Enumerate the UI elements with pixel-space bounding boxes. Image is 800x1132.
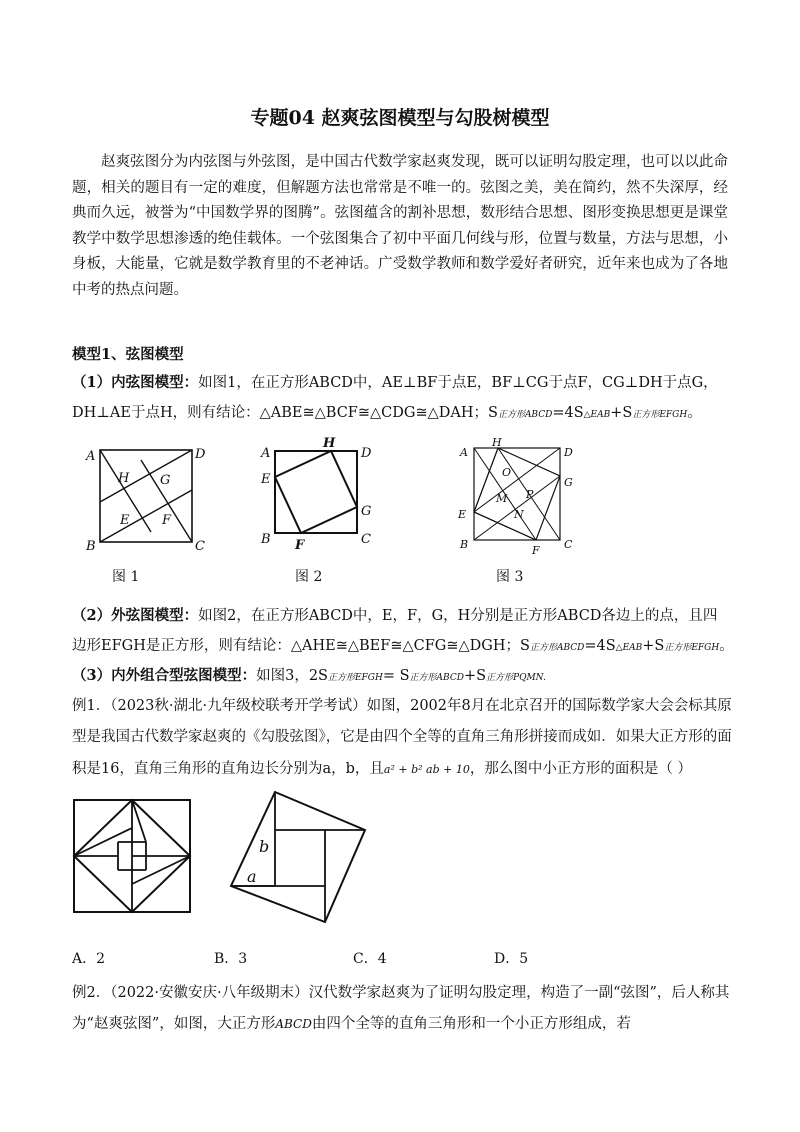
inner-model-label: （1）内弦图模型： (72, 374, 199, 391)
example1-line3a: 积是16，直角三角形的直角边长分别为a，b，且 (72, 761, 384, 777)
outer-model-line2 (72, 634, 732, 655)
example1-line3 (72, 757, 732, 778)
fig2-label-f: F (295, 538, 305, 553)
example1-label-a: a (247, 867, 257, 886)
outer-model-text2: 边形EFGH是正方形，则有结论：△AHE≅△BEF≅△CFG≅△DGH；S (72, 638, 530, 654)
example1-line2: 型是我国古代数学家赵爽的《勾股弦图》，它是由四个全等的直角三角形拼接而成如．如果大正方形的面 (72, 729, 732, 745)
outer-model-line1 (72, 604, 732, 625)
fig2-label-c: C (361, 532, 371, 547)
fig3-label-h: H (492, 436, 502, 449)
fig3-label-e: E (458, 508, 467, 521)
combo-sub2: 正方形ABCD (409, 673, 464, 683)
option-c[interactable]: C．4 (353, 951, 387, 967)
example1-line3b: ，那么图中小正方形的面积是（ ） (469, 761, 692, 777)
outer-sub3: 正方形EFGH (664, 643, 720, 653)
inner-model-line2 (72, 401, 732, 422)
fig2-label-e: E (261, 472, 271, 487)
example2-line2 (72, 1012, 732, 1033)
outer-sub2: △EAB (615, 643, 643, 653)
fig1-label-g: G (160, 473, 171, 488)
fig3-label-f: F (532, 544, 540, 557)
inner-end: 。 (687, 405, 702, 421)
fig3-label-m: M (496, 492, 508, 505)
fig1-label-f: F (162, 513, 172, 528)
example1-figure-left (72, 798, 197, 918)
figure-3 (452, 436, 587, 561)
model1-heading: 模型1、弦图模型 (72, 346, 184, 363)
intro-paragraph: 赵爽弦图分为内弦图与外弦图，是中国古代数学家赵爽发现，既可以证明勾股定理，也可以以此命题，相关的题目有一定的难度，但解题方法也常常是不唯一的。弦图之美，美在简约，然不失深厚，经典而久远，被誉为“中国数学界的图腾”。弦图蕴含的割补思想，数形结合思想、图形变换思想更是课堂教学中数学思想渗透的绝佳载体。一个弦图集合了初中平面几何线与形，位置与数量，方法与思想，小身板，大能量，它就是数学教育里的不老神话。广受数学教师和数学爱好者研究，近年来也成为了各地中考的热点问题。 (72, 154, 728, 298)
fig3-label-p: P (526, 488, 534, 501)
inner-model-text2: DH⊥AE于点H，则有结论：△ABE≅△BCF≅△CDG≅△DAH；S (72, 405, 498, 421)
fig1-label-c: C (195, 539, 205, 554)
inner-model-text1: 如图1，在正方形ABCD中，AE⊥BF于点E，BF⊥CG于点F，CG⊥DH于点G， (198, 375, 718, 391)
fig3-label-n: N (514, 508, 524, 521)
fig2-label-g: G (361, 504, 372, 519)
combo-sub1: 正方形EFGH (327, 673, 383, 683)
option-b[interactable]: B．3 (214, 951, 248, 967)
inner-sub3: 正方形EFGH (632, 410, 688, 420)
example1-formula: a² + b² ab + 10 (383, 763, 470, 776)
outer-mid: =4S (584, 638, 616, 654)
inner-mid: =4S (552, 405, 584, 421)
inner-plus: +S (610, 405, 633, 421)
fig3-label-a: A (460, 446, 468, 459)
fig2-label-h: H (323, 436, 336, 451)
fig1-label-a: A (86, 449, 96, 464)
option-a[interactable]: A．2 (72, 951, 106, 967)
option-d[interactable]: D．5 (494, 951, 529, 967)
inner-sub2: △EAB (583, 410, 611, 420)
page-title: 专题04 赵爽弦图模型与勾股树模型 (250, 107, 550, 129)
example2-line1: 例2．（2022·安徽安庆·八年级期末）汉代数学家赵爽为了证明勾股定理，构造了一副“弦图”，后人称其 (72, 985, 730, 1001)
example1-line1: 例1．（2023秋·湖北·九年级校联考开学考试）如图，2002年8月在北京召开的国际数学家大会会标其原 (72, 698, 732, 714)
example1-figure-right (225, 790, 370, 930)
combo-text-c: +S (463, 668, 487, 684)
caption-figure-1: 图 1 (112, 569, 140, 585)
outer-end: 。 (719, 638, 734, 654)
fig3-label-g: G (564, 476, 573, 489)
inner-model-line1 (72, 371, 732, 392)
example2-line2b: 由四个全等的直角三角形和一个小正方形组成，若 (311, 1016, 631, 1032)
fig1-label-b: B (86, 539, 96, 554)
outer-model-label: （2）外弦图模型： (72, 607, 199, 624)
fig3-label-o: O (502, 466, 512, 479)
outer-sub1: 正方形ABCD (529, 643, 585, 653)
combo-text-b: = S (382, 668, 410, 684)
fig1-label-e: E (120, 513, 130, 528)
example2-line2a: 为“赵爽弦图”，如图，大正方形 (72, 1016, 276, 1032)
fig2-label-d: D (361, 446, 372, 461)
fig3-label-b: B (460, 538, 469, 551)
combo-text-a: 如图3，2S (256, 668, 328, 684)
fig3-label-c: C (564, 538, 573, 551)
combo-sub3: 正方形PQMN. (486, 673, 546, 683)
inner-sub1: 正方形ABCD (497, 410, 553, 420)
fig2-label-a: A (261, 446, 271, 461)
example2-abcd: ABCD (275, 1017, 312, 1031)
outer-plus: +S (642, 638, 665, 654)
fig1-label-h: H (118, 471, 130, 486)
combo-model-label: （3）内外组合型弦图模型： (72, 667, 257, 684)
fig2-label-b: B (261, 532, 271, 547)
combo-model-line (72, 664, 732, 685)
caption-figure-3: 图 3 (496, 569, 524, 585)
fig1-label-d: D (195, 447, 206, 462)
caption-figure-2: 图 2 (295, 569, 323, 585)
figure-2 (255, 433, 385, 558)
figure-1 (80, 438, 210, 558)
example1-label-b: b (259, 837, 270, 856)
fig3-label-d: D (564, 446, 573, 459)
outer-model-text1: 如图2，在正方形ABCD中，E，F，G，H分别是正方形ABCD各边上的点，且四 (198, 608, 718, 624)
